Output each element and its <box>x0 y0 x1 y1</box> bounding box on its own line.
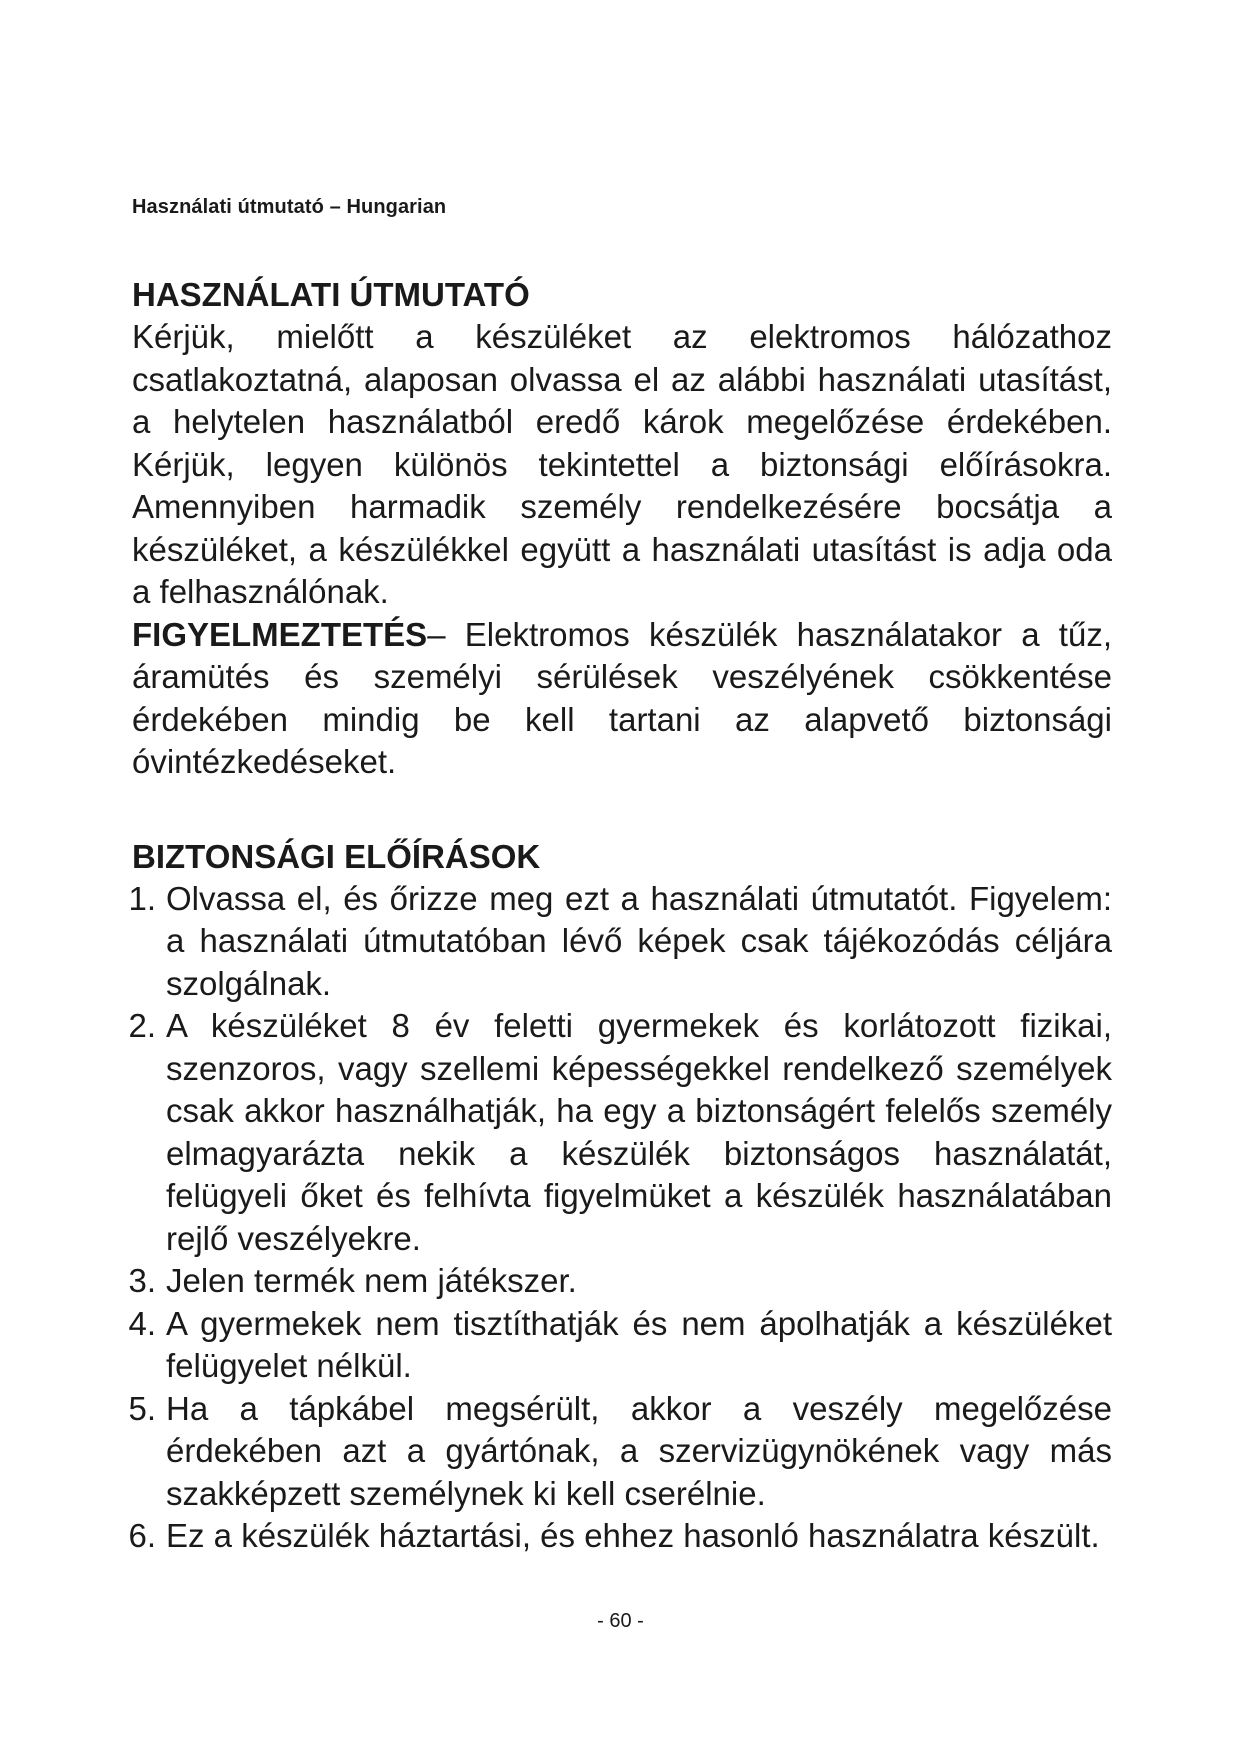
list-item <box>128 1005 1112 1260</box>
list-item <box>128 1515 1112 1558</box>
list-item <box>128 1388 1112 1516</box>
list-item-text: Olvassa el, és őrizze meg ezt a használati útmutatót. Figyelem: a használati útmutatóban lévő képek csak tájékozódás céljára szolgálnak. <box>166 879 1112 1002</box>
list-item-text: Ez a készülék háztartási, és ehhez hasonló használatra készült. <box>166 1517 1100 1554</box>
list-item-text: A készüléket 8 év feletti gyermekek és korlátozott fizikai, szenzoros, vagy szellemi képességekkel rendelkező személyek csak akkor használhatják, ha egy a biztonságért felelős személy elmagyarázta nekik a készülék biztonságos használatát, felügyeli őket és felhívta figyelmüket a készülék használatában rejlő veszélyekre. <box>166 1007 1112 1257</box>
list-item-text: Ha a tápkábel megsérült, akkor a veszély megelőzése érdekében azt a gyártónak, a szervizügynökének vagy más szakképzett személynek ki kell cserélnie. <box>166 1389 1112 1512</box>
list-item <box>128 878 1112 1006</box>
list-item-number: 6. <box>128 1517 156 1554</box>
list-item-text: Jelen termék nem játékszer. <box>166 1262 577 1299</box>
running-header: Használati útmutató – Hungarian <box>132 196 447 218</box>
intro-paragraph: Kérjük, mielőtt a készüléket az elektromos hálózathoz csatlakoztatná, alaposan olvassa el az alábbi használati utasítást, a helytelen használatból eredő károk megelőzése érdekében. Kérjük, legyen különös tekintettel a biztonsági előírásokra. Amennyiben harmadik személy rendelkezésére bocsátja a készüléket, a készülékkel együtt a használati utasítást is adja oda a felhasználónak. <box>132 318 1112 610</box>
warning-paragraph <box>132 614 1112 784</box>
list-item-number: 4. <box>128 1304 156 1342</box>
list-item-text: A gyermekek nem tisztíthatják és nem ápolhatják a készüléket felügyelet nélkül. <box>166 1304 1112 1384</box>
list-item-number: 1. <box>128 879 156 917</box>
list-item-number: 5. <box>128 1389 156 1427</box>
safety-rules-list <box>128 878 1112 1558</box>
document-title: HASZNÁLATI ÚTMUTATÓ <box>132 276 530 313</box>
list-item <box>128 1260 1112 1303</box>
list-item-number: 3. <box>128 1262 156 1299</box>
safety-section-title: BIZTONSÁGI ELŐÍRÁSOK <box>132 837 541 875</box>
list-item-number: 2. <box>128 1007 156 1044</box>
warning-label: FIGYELMEZTETÉS <box>132 615 428 653</box>
page-number: - 60 - <box>597 1610 644 1632</box>
list-item <box>128 1303 1112 1388</box>
page-content <box>128 274 1112 1558</box>
warning-text: – Elektromos készülék használatakor a tűz, áramütés és személyi sérülések veszélyének csökkentése érdekében mindig be kell tartani az alapvető biztonsági óvintézkedéseket. <box>132 615 1112 780</box>
